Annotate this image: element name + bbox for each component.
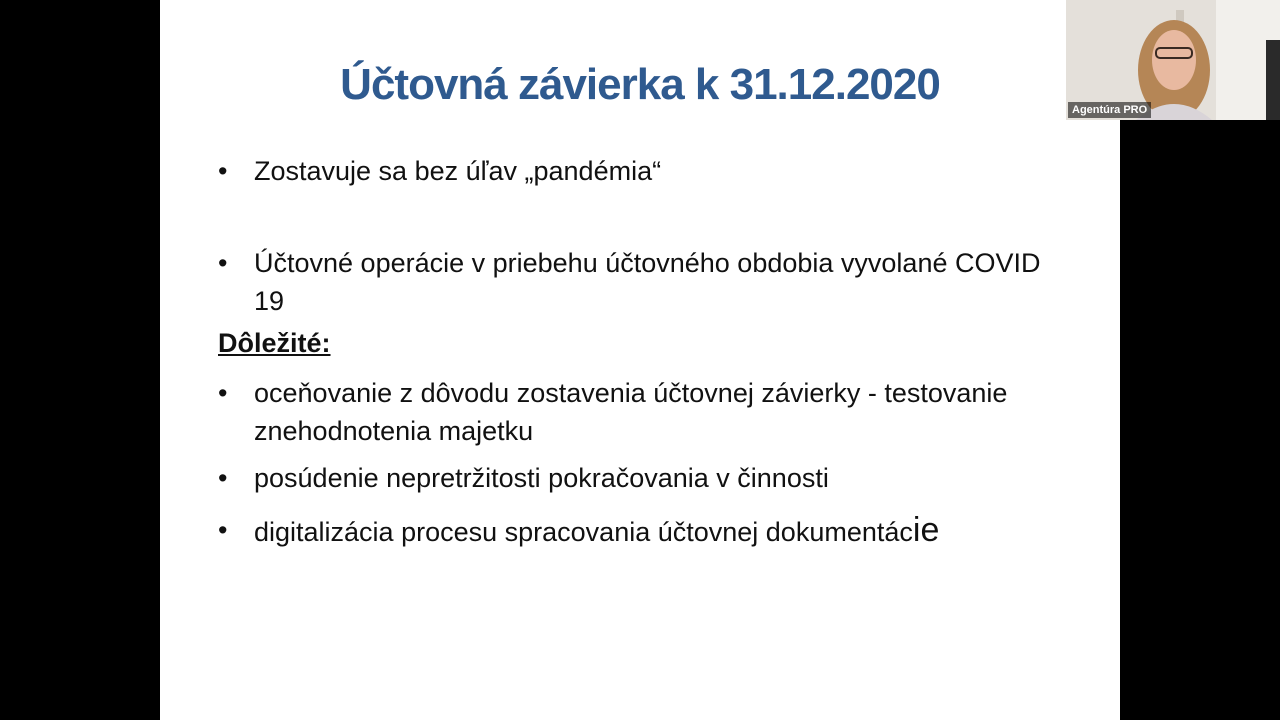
- bullet-text: oceňovanie z dôvodu zostavenia účtovnej závierky - testovanie znehodnotenia majetku: [254, 378, 1008, 446]
- bullet-dot: •: [218, 248, 228, 278]
- bullet-dot: •: [218, 156, 228, 186]
- participant-name-label: Agentúra PRO: [1068, 102, 1151, 118]
- slide-title: Účtovná závierka k 31.12.2020: [340, 60, 940, 109]
- presentation-slide: [160, 0, 1120, 720]
- bullet-text: posúdenie nepretržitosti pokračovania v činnosti: [254, 463, 829, 493]
- bullet-dot: •: [218, 463, 228, 493]
- bullet-text-suffix: ie: [912, 511, 940, 549]
- bullet-dot: •: [218, 378, 228, 408]
- bullet-text: Účtovné operácie v priebehu účtovného obdobia vyvolané COVID 19: [254, 248, 1041, 316]
- bullet-text: [254, 511, 1044, 551]
- bullet-text: Zostavuje sa bez úľav „pandémia“: [254, 156, 662, 186]
- bullet-dot: •: [218, 515, 228, 545]
- webcam-tile[interactable]: [1066, 0, 1280, 120]
- important-heading: Dôležité:: [218, 328, 331, 358]
- bullet-text-main: digitalizácia procesu spracovania účtovnej dokumentác: [254, 517, 913, 547]
